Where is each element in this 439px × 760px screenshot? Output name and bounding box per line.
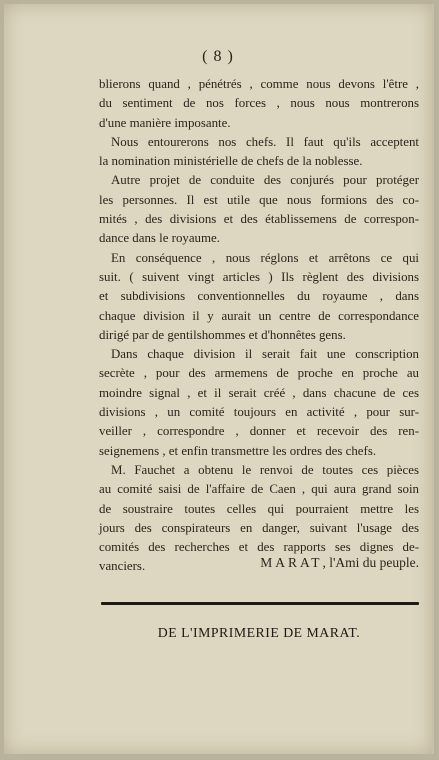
text-line: comités des recherches et des rapports ses dignes de-: [99, 540, 419, 555]
text-line: dirigé par de gentilshommes et d'honnêtes gens.: [99, 327, 346, 342]
text-line: de soustraire toutes celles qui pourraient mettre les: [99, 501, 419, 516]
imprint-line: DE L'IMPRIMERIE DE MARAT.: [157, 625, 361, 640]
text-line: du sentiment de nos forces , nous nous montrerons: [99, 96, 419, 111]
horizontal-rule: [101, 602, 419, 605]
text-line: dance dans le royaume.: [99, 231, 220, 246]
document-page: [4, 4, 434, 754]
text-line: chaque division il y aurait un centre de correspondance: [99, 308, 419, 323]
text-line: M. Fauchet a obtenu le renvoi de toutes ces pièces: [111, 462, 419, 477]
body-text: [99, 75, 419, 577]
text-line: et subdivisions conventionnelles du royaume , dans: [99, 289, 419, 304]
text-line: secrète , pour des armemens de proche en proche au: [99, 366, 419, 381]
text-line: jours des conspirateurs en danger, suivant l'usage des: [99, 520, 419, 535]
text-line: mités , des divisions et des établissemens de correspon-: [99, 212, 419, 227]
text-line: d'une manière imposante.: [99, 115, 231, 130]
text-line: la nomination ministérielle de chefs de la noblesse.: [99, 154, 363, 169]
text-line: blierons quand , pénétrés , comme nous devons l'être ,: [99, 77, 419, 91]
signature-title: , l'Ami du peuple.: [322, 555, 419, 570]
text-line: au comité saisi de l'affaire de Caen , qui aura grand soin: [99, 482, 419, 497]
text-line: les personnes. Il est utile que nous formions des co-: [99, 192, 419, 207]
signature: [99, 555, 419, 571]
signature-name: MARAT: [260, 555, 323, 570]
text-line: suit. ( suivent vingt articles ) Ils règlent des divisions: [99, 269, 419, 284]
text-line: veiller , correspondre , donner et recevoir des ren-: [99, 424, 419, 439]
text-line: vanciers.: [99, 559, 146, 574]
text-line: Autre projet de conduite des conjurés pour protéger: [111, 173, 419, 188]
text-line: Dans chaque division il serait fait une conscription: [111, 347, 419, 362]
text-line: En conséquence , nous réglons et arrêtons ce qui: [111, 250, 419, 265]
text-line: Nous entourerons nos chefs. Il faut qu'ils acceptent: [111, 134, 419, 149]
text-line: seignemens , et enfin transmettre les ordres des chefs.: [99, 443, 377, 458]
text-line: divisions , un comité toujours en activité , pour sur-: [99, 405, 419, 420]
page-number: ( 8 ): [202, 48, 234, 65]
text-line: moindre signal , et il serait créé , dans chacune de ces: [99, 385, 419, 400]
